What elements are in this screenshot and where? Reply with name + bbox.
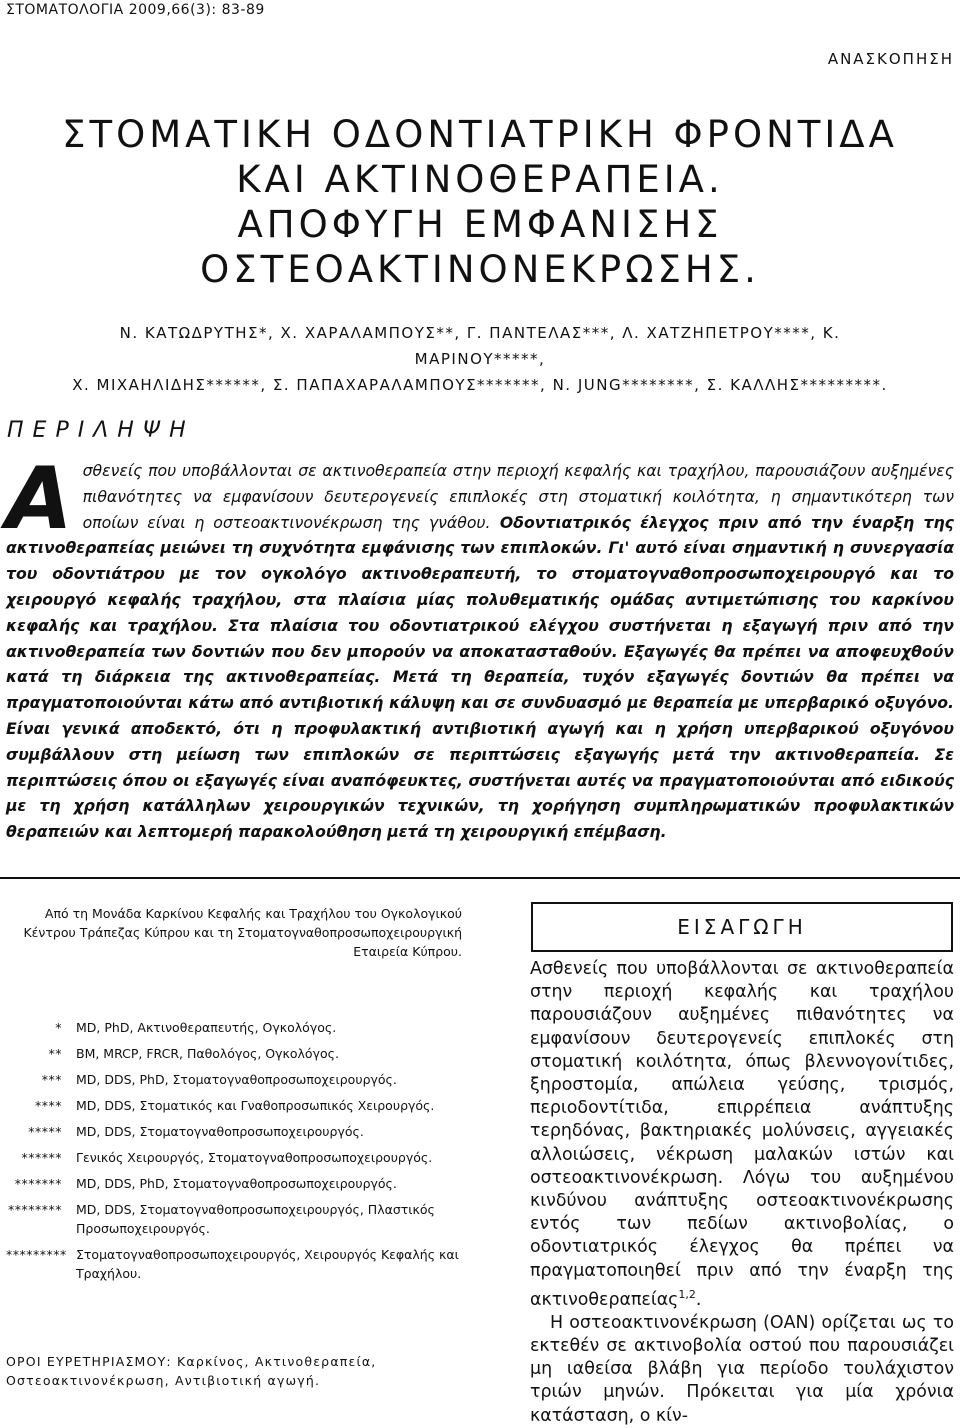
- abstract-body: [6, 449, 954, 845]
- title-line: ΑΠΟΦΥΓΗ ΕΜΦΑΝΙΣΗΣ: [237, 203, 723, 246]
- intro-paragraph-end: .: [695, 1289, 702, 1310]
- citation-refs: 1,2: [678, 1287, 696, 1301]
- section-label: ΑΝΑΣΚΟΠΗΣΗ: [827, 50, 954, 68]
- author-line: Ν. ΚΑΤΩΔΡΥΤΗΣ*, Χ. ΧΑΡΑΛΑΜΠΟΥΣ**, Γ. ΠΑΝΤΕΛΑΣ***, Λ. ΧΑΤΖΗΠΕΤΡΟΥ****, Κ. ΜΑΡΙΝΟΥ*****,: [119, 324, 841, 368]
- footnote-text: BM, MRCP, FRCR, Παθολόγος, Ογκολόγος.: [76, 1046, 339, 1061]
- drop-cap: Α: [6, 449, 73, 549]
- footnote-mark: ****: [35, 1098, 62, 1113]
- footnote: [6, 1096, 466, 1115]
- footnote: [6, 1070, 466, 1089]
- footnote-mark: *******: [14, 1176, 62, 1191]
- section-divider: [0, 877, 960, 879]
- index-terms: ΟΡΟΙ ΕΥΡΕΤΗΡΙΑΣΜΟΥ: Καρκίνος, Ακτινοθεραπεία, Οστεοακτινονέκρωση, Αντιβιοτική αγωγή.: [6, 1354, 377, 1388]
- title-line: ΣΤΟΜΑΤΙΚΗ ΟΔΟΝΤΙΑΤΡΙΚΗ ΦΡΟΝΤΙΔΑ: [62, 113, 898, 156]
- footnote-mark: ******: [21, 1150, 62, 1165]
- footnote: [6, 1018, 466, 1037]
- footnote-text: MD, PhD, Ακτινοθεραπευτής, Ογκολόγος.: [76, 1020, 337, 1035]
- intro-paragraph: [530, 958, 954, 1312]
- title-line: ΟΣΤΕΟΑΚΤΙΝΟΝΕΚΡΩΣΗΣ.: [200, 248, 760, 291]
- journal-reference: ΣΤΟΜΑΤΟΛΟΓΙΑ 2009,66(3): 83-89: [6, 2, 265, 18]
- footnote-mark: **: [48, 1046, 62, 1061]
- footnote-text: Στοματογναθοπροσωποχειρουργός, Χειρουργός Κεφαλής και Τραχήλου.: [76, 1247, 459, 1281]
- introduction-heading: ΕΙΣΑΓΩΓΗ: [531, 902, 953, 952]
- author-list: [60, 320, 900, 398]
- author-line: Χ. ΜΙΧΑΗΛΙΔΗΣ******, Σ. ΠΑΠΑΧΑΡΑΛΑΜΠΟΥΣ*******, Ν. JUNG********, Σ. ΚΑΛΛΗΣ*********.: [72, 376, 888, 394]
- footnote-mark: *********: [6, 1247, 67, 1262]
- intro-paragraph-text: Ασθενείς που υποβάλλονται σε ακτινοθεραπεία στην περιοχή κεφαλής και τραχήλου παρουσιάζουν αυξημένες πιθανότητες να εμφανίσουν δευτερογενείς επιπλοκές στη στοματική κοιλότητα, όπως βλεννογονίτιδες, ξηροστομία, απώλεια γεύσης, τρισμός, περιοδοντίτιδα, επιρρέπεια ανάπτυξης τερηδόνας, βακτηριακές μολύνσεις, αγγειακές αλλοιώσεις, νέκρωση μαλακών ιστών και οστεοακτινονέκρωση. Λόγω του αυξημένου κινδύνου ανάπτυξης οστεοακτινονέκρωσης εντός των πεδίων ακτινοβολίας, ο οδοντιατρικός έλεγχος θα πρέπει να πραγματοποιηθεί πριν από την έναρξη της ακτινοθεραπείας: [530, 959, 954, 1310]
- footnote: [6, 1174, 466, 1193]
- footnote-text: MD, DDS, Στοματογναθοπροσωποχειρουργός, Πλαστικός Προσωποχειρουργός.: [76, 1202, 435, 1236]
- footnote: [6, 1122, 466, 1141]
- footnote: [6, 1245, 466, 1283]
- affiliation-note: Από τη Μονάδα Καρκίνου Κεφαλής και Τραχήλου του Ογκολογικού Κέντρου Τράπεζας Κύπρου και τη Στοματογναθοπροσωποχειρουργική Εταιρεία Κύπρου.: [23, 906, 462, 959]
- abstract-heading: ΠΕΡΙΛΗΨΗ: [7, 418, 195, 443]
- footnote-text: MD, DDS, PhD, Στοματογναθοπροσωποχειρουργός.: [76, 1072, 397, 1087]
- footnote-text: MD, DDS, PhD, Στοματογναθοπροσωποχειρουργός.: [76, 1176, 397, 1191]
- author-footnotes: [6, 1018, 466, 1290]
- footnote-text: MD, DDS, Στοματικός και Γναθοπροσωπικός Χειρουργός.: [76, 1098, 435, 1113]
- footnote-text: Γενικός Χειρουργός, Στοματογναθοπροσωποχειρουργός.: [76, 1150, 433, 1165]
- title-line: ΚΑΙ ΑΚΤΙΝΟΘΕΡΑΠΕΙΑ.: [236, 158, 724, 201]
- footnote: [6, 1200, 466, 1238]
- footnote-text: MD, DDS, Στοματογναθοπροσωποχειρουργός.: [76, 1124, 364, 1139]
- article-title: [0, 112, 960, 292]
- footnote: [6, 1044, 466, 1063]
- introduction-body: [530, 958, 954, 1428]
- footnote-mark: *: [55, 1020, 62, 1035]
- abstract-text-start: σθενείς που υποβάλλονται σε ακτινοθεραπεία στην περιοχή κεφαλής και τραχήλου, παρουσιάζουν αυξημένες πιθανότητες να εμφανίσουν δευτερογενείς επιπλοκές στη στοματική κοιλότητα, η σημαντικότερη των οποίων είναι η οστεοακτινονέκρωση της γνάθου.: [82, 461, 954, 532]
- intro-paragraph: Η οστεοακτινονέκρωση (ΟΑΝ) ορίζεται ως το εκτεθέν σε ακτινοβολία οστού που παρουσιάζει μη ιαθείσα βλάβη για περίοδο τουλάχιστον τριών μηνών. Πρόκειται για μία χρόνια κατάσταση, ο κίν-: [530, 1312, 954, 1426]
- abstract-text-rest: Οδοντιατρικός έλεγχος πριν από την έναρξη της ακτινοθεραπείας μειώνει τη συχνότητα εμφάνισης των επιπλοκών. Γι' αυτό είναι σημαντική η συνεργασία του οδοντιάτρου με τον ογκολόγο ακτινοθεραπευτή, το στοματογναθοπροσωποχειρουργό και το χειρουργό κεφαλής τραχήλου, στα πλαίσια μίας πολυθεματικής ομάδας αντιμετώπισης του καρκίνου κεφαλής και τραχήλου. Στα πλαίσια του οδοντιατρικού ελέγχου συστήνεται η εξαγωγή πριν από την ακτινοθεραπεία των δοντιών που δεν μπορούν να αποκατασταθούν. Εξαγωγές θα πρέπει να αποφευχθούν κατά τη διάρκεια της ακτινοθεραπείας. Μετά τη θεραπεία, τυχόν εξαγωγές δοντιών θα πρέπει να πραγματοποιούνται κάτω από αντιβιοτική κάλυψη και σε συνδυασμό με θεραπεία με υπερβαρικό οξυγόνο. Είναι γενικά αποδεκτό, ότι η προφυλακτική αντιβιοτική αγωγή και η χρήση υπερβαρικού οξυγόνου συμβάλλουν στη μείωση των επιπλοκών σε περιπτώσεις εξαγωγής μετά την ακτινοθεραπεία. Σε περιπτώσεις όπου οι εξαγωγές είναι αναπόφευκτες, συστήνεται αυτές να πραγματοποιούνται από ειδικούς με τη χρήση κατάλληλων χειρουργικών τεχνικών, τη χορήγηση συμπληρωματικών προφυλακτικών θεραπειών και λεπτομερή παρακολούθηση μετά τη χειρουργική επέμβαση.: [6, 512, 954, 842]
- footnote-mark: ***: [41, 1072, 62, 1087]
- footnote: [6, 1148, 466, 1167]
- footnote-mark: *****: [28, 1124, 62, 1139]
- footnote-mark: ********: [8, 1202, 62, 1217]
